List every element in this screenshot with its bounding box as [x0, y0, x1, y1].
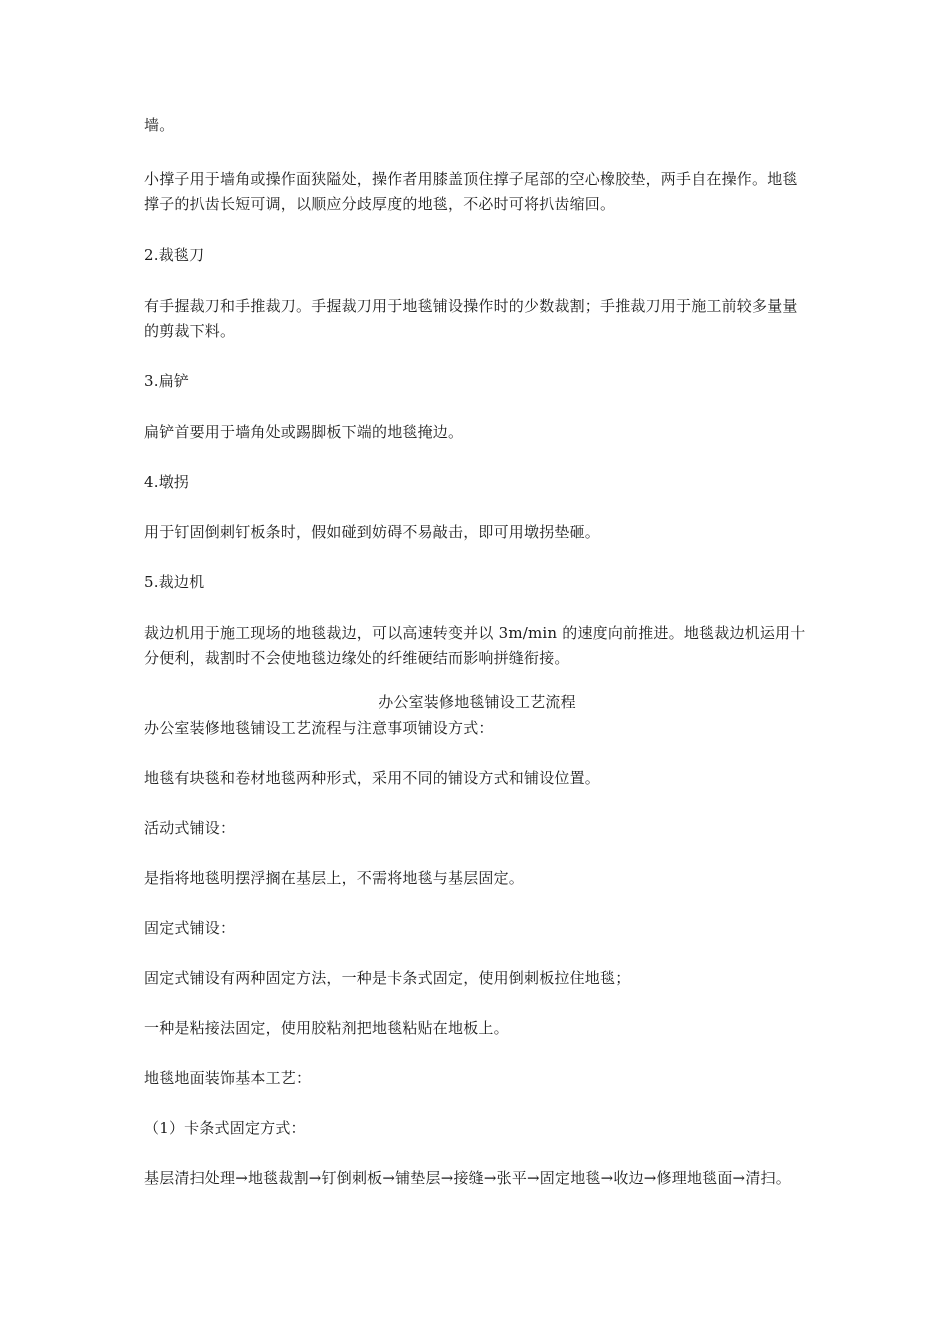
heading-dun-guai: 4.墩拐: [144, 473, 190, 491]
paragraph-edge-trimmer: 裁边机用于施工现场的地毯裁边，可以高速转变并以 3m/min 的速度向前推进。地毯裁边机运用十分便利，裁割时不会使地毯边缘处的纤维硬结而影响拼缝衔接。: [144, 624, 806, 667]
heading-loose-laying: 活动式铺设：: [144, 819, 236, 837]
paragraph-carpet-knife: 有手握裁刀和手推裁刀。手握裁刀用于地毯铺设操作时的少数裁割；手推裁刀用于施工前较多量量的剪裁下料。: [144, 297, 798, 340]
paragraph-process-intro: 办公室装修地毯铺设工艺流程与注意事项铺设方式：: [144, 719, 494, 737]
paragraph-process-steps: 基层清扫处理→地毯裁割→钉倒刺板→铺垫层→接缝→张平→固定地毯→收边→修理地毯面→清扫。: [144, 1169, 791, 1187]
paragraph-fixed-methods: 固定式铺设有两种固定方法，一种是卡条式固定，使用倒刺板拉住地毯；: [144, 969, 631, 987]
document-page: [144, 0, 810, 1344]
paragraph-small-stretcher: 小撑子用于墙角或操作面狭隘处，操作者用膝盖顶住撑子尾部的空心橡胶垫，两手自在操作。地毯撑子的扒齿长短可调，以顺应分歧厚度的地毯，不必时可将扒齿缩回。: [144, 170, 798, 213]
heading-fixed-laying: 固定式铺设：: [144, 919, 236, 937]
heading-strip-fixing: （1）卡条式固定方式：: [144, 1119, 306, 1137]
heading-flat-shovel: 3.扁铲: [144, 372, 190, 390]
paragraph-wall-end: 墙。: [144, 116, 175, 134]
heading-basic-process: 地毯地面装饰基本工艺：: [144, 1069, 312, 1087]
paragraph-flat-shovel: 扁铲首要用于墙角处或踢脚板下端的地毯掩边。: [144, 423, 464, 441]
heading-carpet-knife: 2.裁毯刀: [144, 246, 205, 264]
paragraph-adhesive-method: 一种是粘接法固定，使用胶粘剂把地毯粘贴在地板上。: [144, 1019, 509, 1037]
heading-edge-trimmer: 5.裁边机: [144, 573, 205, 591]
paragraph-loose-laying: 是指将地毯明摆浮搁在基层上，不需将地毯与基层固定。: [144, 869, 525, 887]
section-title: 办公室装修地毯铺设工艺流程: [378, 693, 576, 711]
paragraph-carpet-forms: 地毯有块毯和卷材地毯两种形式，采用不同的铺设方式和铺设位置。: [144, 769, 601, 787]
paragraph-dun-guai: 用于钉固倒刺钉板条时，假如碰到妨碍不易敲击，即可用墩拐垫砸。: [144, 523, 601, 541]
